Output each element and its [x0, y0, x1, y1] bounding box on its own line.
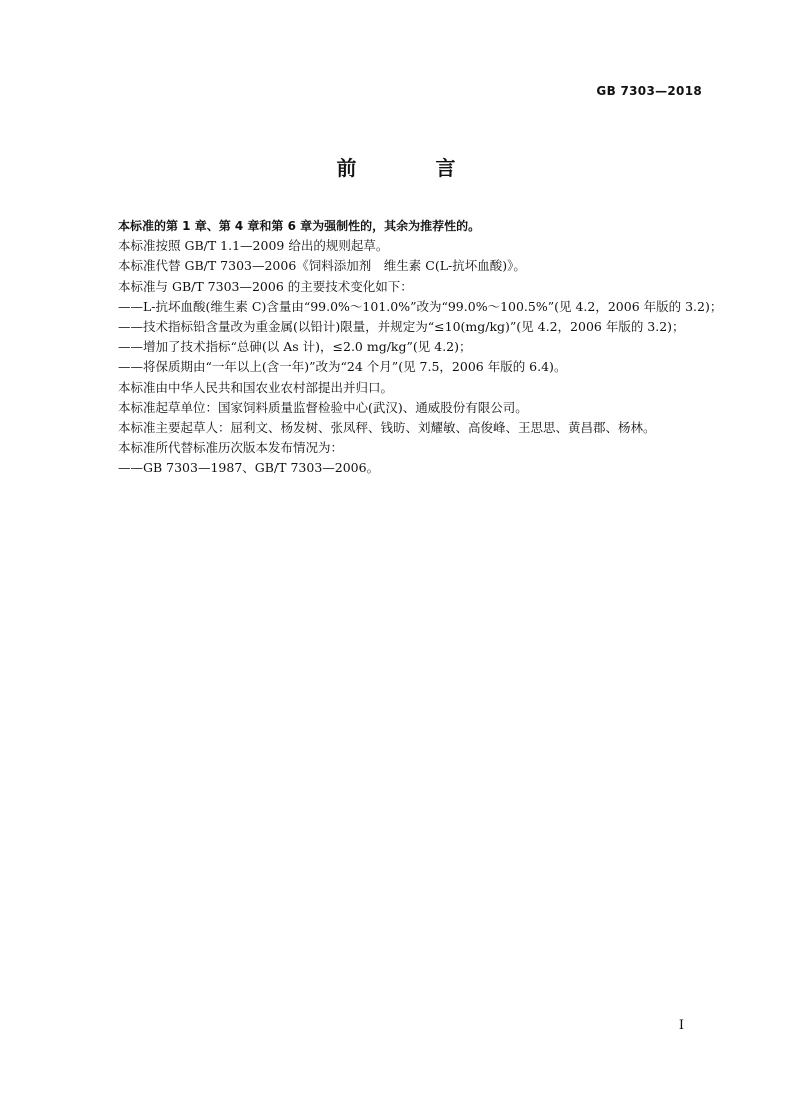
standard-number: GB 7303—2018 — [596, 84, 702, 98]
list-item: ——将保质期由“一年以上(含一年)”改为“24 个月”(见 7.5，2006 年版的 6.4)。 — [118, 359, 567, 375]
page-number: I — [678, 1018, 684, 1033]
paragraph-replaces: 本标准代替 GB/T 7303—2006《饲料添加剂 维生素 C(L-抗坏血酸)》。 — [118, 258, 526, 274]
paragraph-proposer: 本标准由中华人民共和国农业农村部提出并归口。 — [118, 379, 394, 395]
list-item: ——GB 7303—1987、GB/T 7303—2006。 — [118, 460, 380, 476]
paragraph-history-intro: 本标准所代替标准历次版本发布情况为： — [118, 440, 344, 456]
paragraph-drafting-rules: 本标准按照 GB/T 1.1—2009 给出的规则起草。 — [118, 238, 389, 254]
paragraph-drafting-units: 本标准起草单位：国家饲料质量监督检验中心(武汉)、通威股份有限公司。 — [118, 399, 528, 415]
paragraph-changes-intro: 本标准与 GB/T 7303—2006 的主要技术变化如下： — [118, 278, 413, 294]
paragraph-mandatory-chapters: 本标准的第 1 章、第 4 章和第 6 章为强制性的，其余为推荐性的。 — [118, 219, 481, 233]
list-item: ——技术指标铅含量改为重金属(以铅计)限量，并规定为“≤10(mg/kg)”(见 4.2，2006 年版的 3.2)； — [118, 319, 685, 335]
paragraph-drafters: 本标准主要起草人：屈利文、杨发树、张凤秤、钱昉、刘耀敏、高俊峰、王思思、黄昌郡、杨林。 — [118, 420, 656, 436]
list-item: ——增加了技术指标“总砷(以 As 计)，≤2.0 mg/kg”(见 4.2)； — [118, 339, 472, 355]
list-item: ——L-抗坏血酸(维生素 C)含量由“99.0%～101.0%”改为“99.0%～100.5%”(见 4.2，2006 年版的 3.2)； — [118, 298, 723, 314]
foreword-body — [118, 216, 723, 479]
page-title: 前 言 — [336, 156, 492, 180]
